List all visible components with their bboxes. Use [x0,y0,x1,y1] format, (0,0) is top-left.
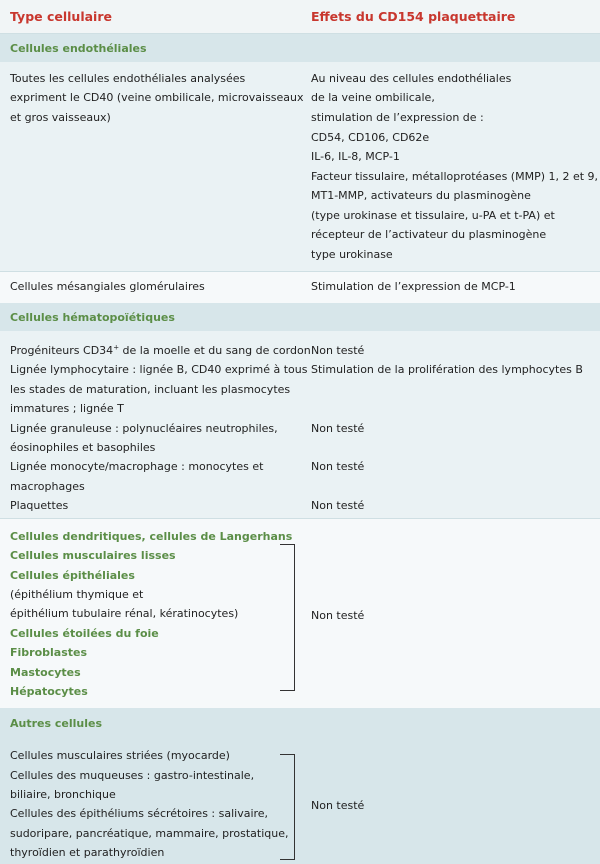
endo-right-line: Au niveau des cellules endothéliales [311,72,512,85]
granulocyte-left-line: Lignée granuleuse : polynucléaires neutrophiles, [10,422,278,435]
section-title-other: Autres cellules [10,717,102,730]
platelets-right: Non testé [311,499,365,512]
progenitors-text-end: de la moelle et du sang de cordon [119,344,311,357]
group3-line: Cellules dendritiques, cellules de Langerhans [10,530,293,543]
autres-line: biliaire, bronchique [10,788,116,801]
endo-right-line: récepteur de l’activateur du plasminogène [311,228,547,241]
header-cell-effects: Effets du CD154 plaquettaire [311,9,516,24]
table-header [0,0,600,34]
group3-right: Non testé [311,609,365,622]
granulocyte-left-line: éosinophiles et basophiles [10,441,156,454]
group3-line: Cellules épithéliales [10,569,135,582]
lymphocyte-right: Stimulation de la prolifération des lymphocytes B [311,363,583,376]
endo-right-line: IL-6, IL-8, MCP-1 [311,150,400,163]
endo-right-line: CD54, CD106, CD62e [311,131,430,144]
group3-line: Cellules musculaires lisses [10,549,176,562]
group3-line: Fibroblastes [10,646,88,659]
autres-bracket [280,754,295,860]
progenitors-text: Progéniteurs CD34 [10,344,114,357]
header-cell-type: Type cellulaire [10,9,112,24]
endo-right-line: (type urokinase et tissulaire, u-PA et t-PA) et [311,209,555,222]
group3-line: Hépatocytes [10,685,88,698]
endo-left-line: expriment le CD40 (veine ombilicale, microvaisseaux [10,91,304,104]
lymphocyte-left-line: les stades de maturation, incluant les plasmocytes [10,383,291,396]
progenitors-left [10,343,311,359]
endo-right-line: MT1-MMP, activateurs du plasminogène [311,189,531,202]
group3-line: épithélium tubulaire rénal, kératinocytes) [10,607,239,620]
progenitors-right: Non testé [311,344,365,357]
platelets-left: Plaquettes [10,499,69,512]
autres-line: thyroïdien et parathyroïdien [10,846,165,859]
lymphocyte-left-line: Lignée lymphocytaire : lignée B, CD40 exprimé à tous [10,363,308,376]
lymphocyte-left-line: immatures ; lignée T [10,402,124,415]
endo-left-line: et gros vaisseaux) [10,111,111,124]
granulocyte-right: Non testé [311,422,365,435]
monocyte-right: Non testé [311,460,365,473]
autres-line: Cellules musculaires striées (myocarde) [10,749,230,762]
group3-line: Cellules étoilées du foie [10,627,159,640]
endo-right-line: Facteur tissulaire, métalloprotéases (MMP) 1, 2 et 9, [311,170,599,183]
section-title-hematopoietic: Cellules hématopoïétiques [10,311,175,324]
monocyte-left-line: Lignée monocyte/macrophage : monocytes et [10,460,264,473]
mesangial-left: Cellules mésangiales glomérulaires [10,280,205,293]
group3-bracket [280,544,295,691]
endo-left-line: Toutes les cellules endothéliales analysées [10,72,246,85]
autres-line: Cellules des épithéliums sécrétoires : salivaire, [10,807,269,820]
group3-line: Mastocytes [10,666,81,679]
progenitors-superscript: + [113,343,120,352]
autres-right: Non testé [311,799,365,812]
mesangial-right: Stimulation de l’expression de MCP-1 [311,280,516,293]
monocyte-left-line: macrophages [10,480,85,493]
autres-line: sudoripare, pancréatique, mammaire, prostatique, [10,827,289,840]
endo-right-line: stimulation de l’expression de : [311,111,484,124]
autres-line: Cellules des muqueuses : gastro-intestinale, [10,769,255,782]
endo-right-line: type urokinase [311,248,393,261]
endo-right-line: de la veine ombilicale, [311,91,435,104]
section-title-endothelial: Cellules endothéliales [10,42,147,55]
group3-line: (épithélium thymique et [10,588,144,601]
